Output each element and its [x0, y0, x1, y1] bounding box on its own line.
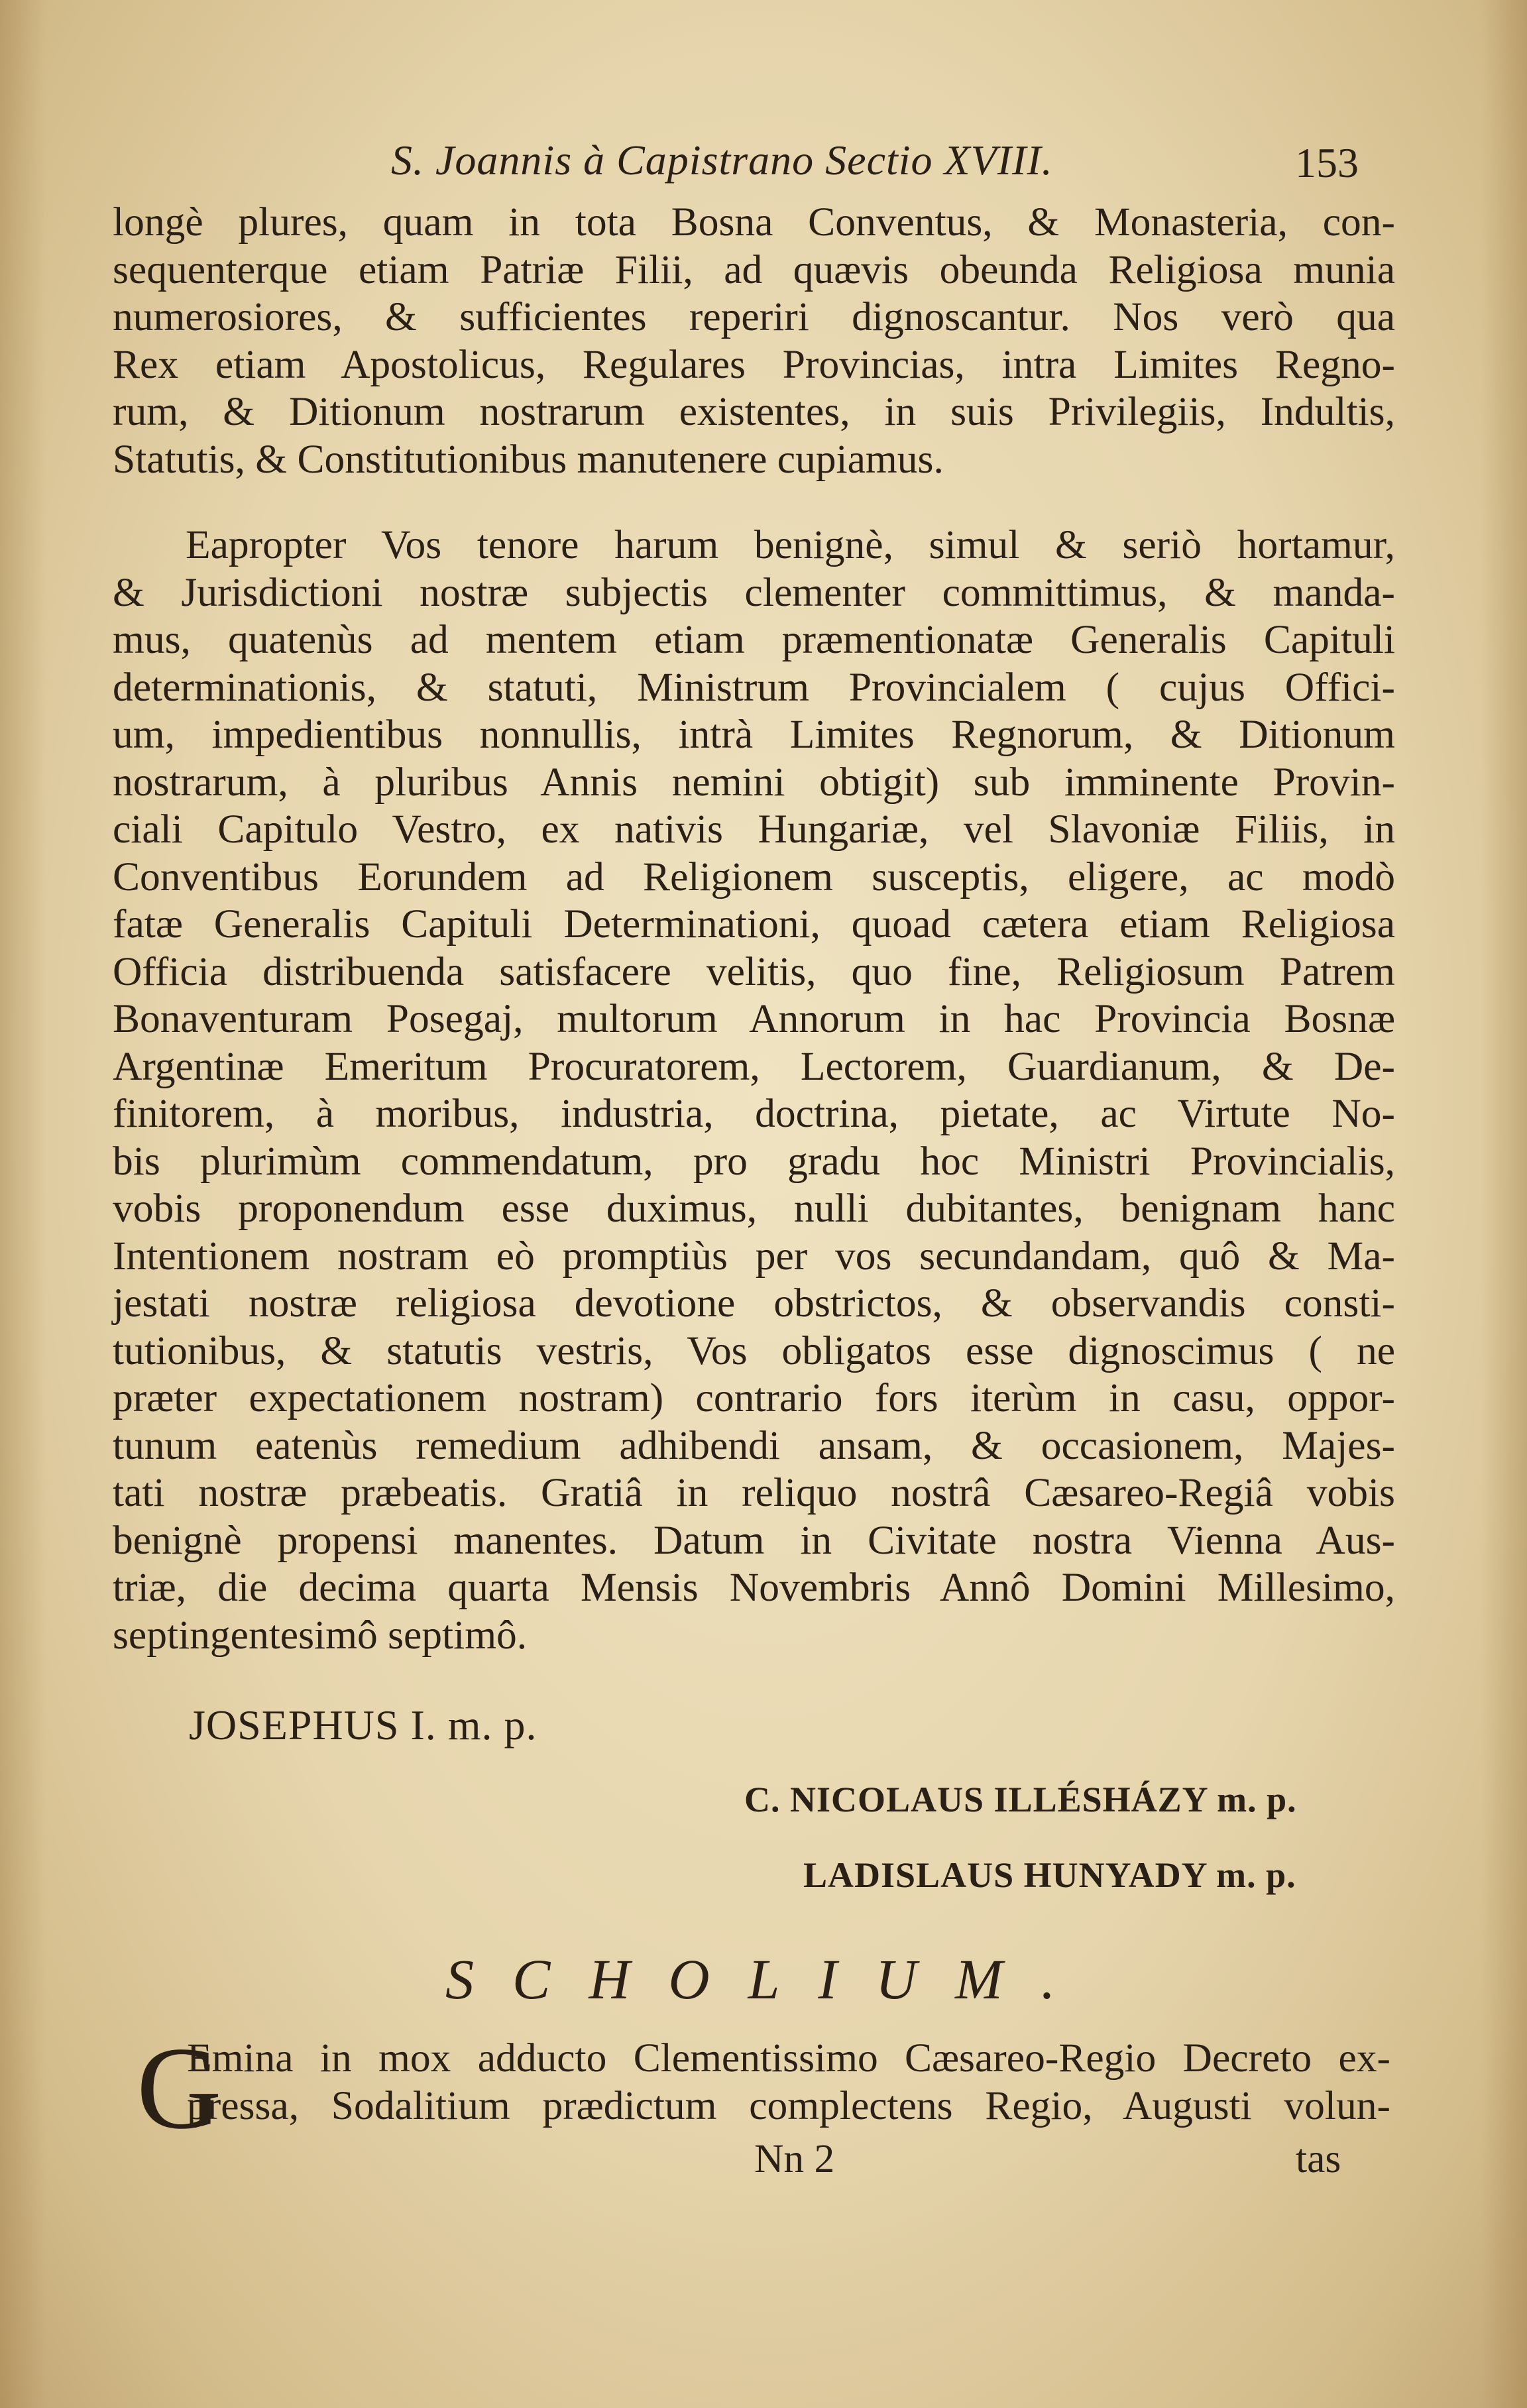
text-line: Intentionem nostram eò promptiùs per vos secundandam, quô & Ma- [113, 1233, 1395, 1279]
text-line: rum, & Ditionum nostrarum existentes, in suis Privilegiis, Indultis, [113, 389, 1395, 434]
text-line: nostrarum, à pluribus Annis nemini obtigit) sub imminente Provin- [113, 759, 1395, 805]
paragraph-continued [113, 199, 1395, 483]
text-line: Statutis, & Constitutionibus manutenere cupiamus. [113, 436, 944, 482]
text-line: pressa, Sodalitium prædictum complectens Regio, Augusti volun- [187, 2083, 1390, 2128]
text-line: vobis proponendum esse duximus, nulli dubitantes, benignam hanc [113, 1186, 1395, 1231]
signature-mark: Nn 2 [754, 2136, 835, 2181]
signature-illeshazy: C. NICOLAUS ILLÉSHÁZY m. p. [744, 1780, 1297, 1819]
text-line: tutionibus, & statutis vestris, Vos obligatos esse dignoscimus ( ne [113, 1328, 1395, 1373]
text-line: Eapropter Vos tenore harum benignè, simul & seriò hortamur, [186, 522, 1395, 567]
text-line: ciali Capitulo Vestro, ex nativis Hungariæ, vel Slavoniæ Filiis, in [113, 807, 1395, 852]
text-line: benignè propensi manentes. Datum in Civitate nostra Vienna Aus- [113, 1517, 1395, 1563]
text-line: sequenterque etiam Patriæ Filii, ad quævis obeunda Religiosa munia [113, 247, 1395, 292]
text-line: tunum eatenùs remedium adhibendi ansam, & occasionem, Majes- [113, 1422, 1395, 1468]
text-line: mus, quatenùs ad mentem etiam præmentionatæ Generalis Capituli [113, 617, 1395, 662]
text-line: jestati nostræ religiosa devotione obstrictos, & observandis consti- [113, 1281, 1395, 1326]
text-line: Bonaventuram Posegaj, multorum Annorum in hac Provincia Bosnæ [113, 996, 1395, 1041]
drop-cap: G [137, 2022, 222, 2153]
text-line: tati nostræ præbeatis. Gratiâ in reliquo nostrâ Cæsareo-Regiâ vobis [113, 1470, 1395, 1515]
page-header [391, 129, 1359, 202]
page-number: 153 [1295, 139, 1359, 186]
text-line: triæ, die decima quarta Mensis Novembris Annô Domini Millesimo, [113, 1565, 1395, 1610]
text-line: Emina in mox adducto Clementissimo Cæsareo-Regio Decreto ex- [187, 2035, 1390, 2081]
signature-hunyady: LADISLAUS HUNYADY m. p. [803, 1855, 1296, 1895]
text-line: Argentinæ Emeritum Procuratorem, Lectorem, Guardianum, & De- [113, 1043, 1395, 1089]
text-line: septingentesimô septimô. [113, 1612, 528, 1658]
text-line: fatæ Generalis Capituli Determinationi, quoad cætera etiam Religiosa [113, 901, 1395, 946]
text-line: præter expectationem nostram) contrario fors iterùm in casu, oppor- [113, 1375, 1395, 1420]
text-line: Officia distribuenda satisfacere velitis, quo fine, Religiosum Patrem [113, 948, 1395, 994]
text-line: bis plurimùm commendatum, pro gradu hoc Ministri Provincialis, [113, 1138, 1395, 1184]
text-line: finitorem, à moribus, industria, doctrina, pietate, ac Virtute No- [113, 1091, 1395, 1136]
text-line: determinationis, & statuti, Ministrum Provincialem ( cujus Offici- [113, 664, 1395, 710]
text-line: longè plures, quam in tota Bosna Conventus, & Monasteria, con- [113, 200, 1395, 245]
text-line: numerosiores, & sufficientes reperiri dignoscantur. Nos verò qua [113, 294, 1395, 339]
catchword: tas [1296, 2136, 1341, 2181]
right-edge-stain [1481, 0, 1527, 2408]
running-head: S. Joannis à Capistrano Sectio XVIII. [391, 137, 1053, 184]
signature-josephus: JOSEPHUS I. m. p. [189, 1701, 537, 1749]
left-edge-stain [0, 0, 46, 2408]
paragraph-eapropter [113, 522, 1395, 1659]
text-line: & Jurisdictioni nostræ subjectis clementer committimus, & manda- [113, 569, 1395, 615]
text-line: Rex etiam Apostolicus, Regulares Provincias, intra Limites Regno- [113, 341, 1395, 387]
scholium-title: SCHOLIUM. [445, 1947, 1094, 2011]
text-line: um, impedientibus nonnullis, intrà Limites Regnorum, & Ditionum [113, 712, 1395, 757]
text-line: Conventibus Eorundem ad Religionem susceptis, eligere, ac modò [113, 854, 1395, 899]
